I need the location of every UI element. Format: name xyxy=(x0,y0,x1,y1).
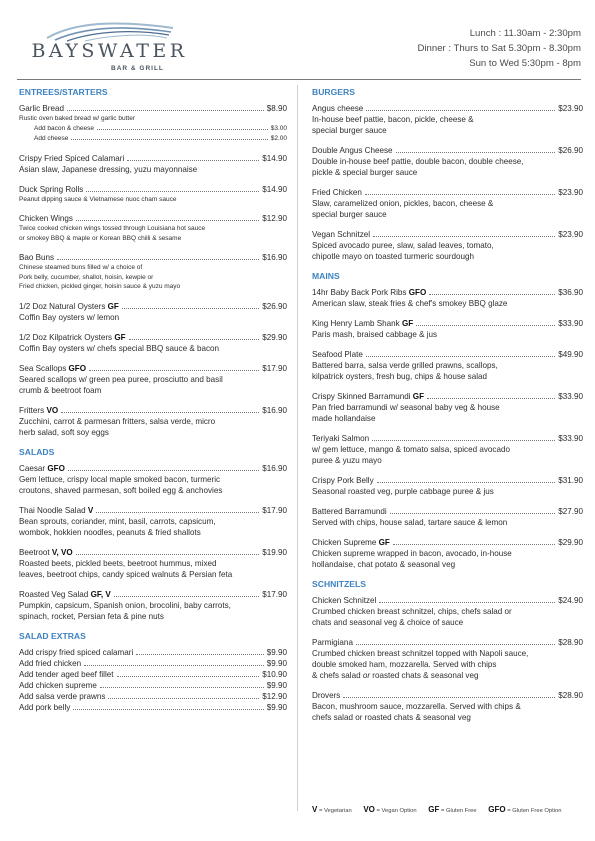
item-description: kilpatrick oysters, fresh bug, chips & house salad xyxy=(312,372,487,381)
leader-dots xyxy=(427,398,555,399)
section-title-entrees: ENTREES/STARTERS xyxy=(19,87,108,97)
item-name: 1/2 Doz Natural Oysters xyxy=(19,301,106,311)
leader-dots xyxy=(97,129,268,130)
leader-dots xyxy=(396,152,556,153)
menu-item-garlic-bread xyxy=(19,103,287,144)
item-description: Bean sprouts, coriander, mint, basil, carrots, capsicum, xyxy=(19,516,216,526)
item-description: chipotle mayo on toasted turmeric sourdough xyxy=(312,252,474,261)
leader-dots xyxy=(114,596,259,597)
item-price: $16.90 xyxy=(262,253,287,262)
menu-item-sea-scallops xyxy=(19,363,287,396)
item-description: leaves, beetroot chips, candy spiced walnuts & Persian feta xyxy=(19,569,233,579)
item-price: $19.90 xyxy=(262,547,287,557)
extra-name: Add crispy fried spiced calamari xyxy=(19,647,134,657)
leader-dots xyxy=(366,356,555,357)
item-description: Gem lettuce, crispy local maple smoked bacon, turmeric xyxy=(19,474,221,484)
item-name: Chicken Wings xyxy=(19,214,73,223)
item-description: w/ gem lettuce, mango & tomato salsa, spiced avocado xyxy=(312,445,510,454)
brand-logo xyxy=(27,18,192,74)
leader-dots xyxy=(377,482,556,483)
extra-price: $3.00 xyxy=(270,124,287,132)
item-description: special burger sauce xyxy=(312,210,387,219)
item-description: Asian slaw, Japanese dressing, yuzu mayonnaise xyxy=(19,164,198,174)
item-name: Duck Spring Rolls xyxy=(19,184,84,194)
item-name: Chicken Supreme xyxy=(312,538,377,547)
menu-item-fried-chicken-burger xyxy=(312,187,583,220)
legend-code: V xyxy=(312,805,318,814)
menu-item-angus-cheese xyxy=(312,103,583,136)
extra-price: $10.90 xyxy=(262,669,287,679)
legend-label: = Gluten Free Option xyxy=(507,808,562,814)
item-name: Teriyaki Salmon xyxy=(312,434,370,443)
item-description: special burger sauce xyxy=(312,126,387,135)
leader-dots xyxy=(372,440,555,441)
item-price: $14.90 xyxy=(262,153,287,163)
menu-item-chicken-wings xyxy=(19,213,287,243)
item-description: Seared scallops w/ green pea puree, prosciutto and basil xyxy=(19,374,223,384)
item-description: Roasted beets, pickled beets, beetroot hummus, mixed xyxy=(19,558,217,568)
item-price: $27.90 xyxy=(558,507,583,516)
item-description: Spiced avocado puree, slaw, salad leaves, tomato, xyxy=(312,241,494,250)
item-name: Vegan Schnitzel xyxy=(312,230,371,239)
item-name: Drovers xyxy=(312,691,341,700)
extra-name: Add pork belly xyxy=(19,702,71,712)
hours-lunch: Lunch : 11.30am - 2:30pm xyxy=(469,28,581,39)
item-price: $33.90 xyxy=(558,319,583,328)
right-column xyxy=(312,86,583,732)
item-name: Beetroot xyxy=(19,547,50,557)
hours-dinner-sun-wed: Sun to Wed 5:30pm - 8pm xyxy=(469,58,581,69)
legend-code: GFO xyxy=(488,805,506,814)
item-price: $24.90 xyxy=(558,596,583,605)
extra-price: $12.90 xyxy=(262,691,287,701)
item-description: Rustic oven baked bread w/ garlic butter xyxy=(19,115,135,122)
section-title-salads: SALADS xyxy=(19,446,55,457)
item-description: Fried chicken, pickled ginger, hoisin sauce & yuzu mayo xyxy=(19,283,181,290)
item-price: $16.90 xyxy=(262,463,287,473)
item-name: Crispy Skinned Barramundi xyxy=(312,392,411,401)
menu-item-thai-noodle-salad xyxy=(19,505,287,538)
item-price: $36.90 xyxy=(558,288,583,297)
item-description: American slaw, steak fries & chef's smokey BBQ glaze xyxy=(312,299,508,308)
item-name: Fritters xyxy=(19,405,45,415)
menu-item-duck-spring-rolls xyxy=(19,184,287,205)
item-description: Bacon, mushroom sauce, mozzarella. Served with chips & xyxy=(312,702,521,711)
dietary-tag: GFO xyxy=(408,288,427,297)
leader-dots xyxy=(122,308,259,309)
leader-dots xyxy=(366,110,555,111)
legend-label: = Vegetarian xyxy=(318,808,352,814)
extra-name: Add chicken supreme xyxy=(19,680,97,690)
section-title-schnitzels: SCHNITZELS xyxy=(312,579,366,589)
leader-dots xyxy=(127,160,259,161)
item-description: croutons, shaved parmesan, soft boiled egg & anchovies xyxy=(19,485,223,495)
column-divider xyxy=(297,85,298,811)
wave-logo-icon xyxy=(45,18,175,42)
dietary-tag: GF xyxy=(107,301,119,311)
salad-extra-item xyxy=(19,691,287,702)
salad-extra-item xyxy=(19,702,287,713)
menu-item-kilpatrick-oysters xyxy=(19,332,287,354)
item-price: $28.90 xyxy=(558,638,583,647)
legend-code: GF xyxy=(428,805,440,814)
leader-dots xyxy=(96,512,259,513)
menu-item-vegan-schnitzel xyxy=(312,229,583,262)
menu-item-drovers xyxy=(312,690,583,723)
extra-name: Add fried chicken xyxy=(19,658,82,668)
item-description: Twice cooked chicken wings tossed through Louisiana hot sauce xyxy=(19,225,206,232)
item-description: Served with chips, house salad, tartare sauce & lemon xyxy=(312,518,508,527)
item-description: chefs salad or roasted chats & seasonal veg xyxy=(312,713,471,722)
item-price: $14.90 xyxy=(262,184,287,194)
item-price: $33.90 xyxy=(558,434,583,443)
leader-dots xyxy=(393,544,555,545)
item-name: Sea Scallops xyxy=(19,363,67,373)
leader-dots xyxy=(67,110,264,111)
salad-extra-item xyxy=(19,680,287,691)
menu-item-lamb-shank xyxy=(312,318,583,340)
item-name: Garlic Bread xyxy=(19,104,64,113)
menu-item-battered-barramundi xyxy=(312,506,583,528)
leader-dots xyxy=(57,259,259,260)
dietary-legend xyxy=(312,805,562,814)
desc-part: & chefs salad xyxy=(312,671,361,680)
item-name: Thai Noodle Salad xyxy=(19,505,86,515)
legend-label: = Gluten Free xyxy=(441,808,477,814)
menu-item-parmigiana xyxy=(312,637,583,681)
item-description: or smokey BBQ & maple or Korean BBQ chilli & sesame xyxy=(19,234,182,242)
item-name: Angus cheese xyxy=(312,104,364,113)
extra-name: Add salsa verde prawns xyxy=(19,691,106,701)
extra-price: $9.90 xyxy=(266,647,287,657)
item-name: Double Angus Cheese xyxy=(312,146,393,155)
item-name: 14hr Baby Back Pork Ribs xyxy=(312,288,407,297)
leader-dots xyxy=(129,339,260,340)
extra-price: $9.90 xyxy=(266,658,287,668)
item-description: Slaw, caramelized onion, pickles, bacon, cheese & xyxy=(312,199,494,208)
leader-dots xyxy=(61,412,259,413)
menu-item-double-angus-cheese xyxy=(312,145,583,178)
desc-part: roasted chats & seasonal veg xyxy=(372,671,479,680)
dietary-tag: GF xyxy=(401,319,414,328)
extra-name: Add tender aged beef fillet xyxy=(19,669,114,679)
legend-label: = Vegan Option xyxy=(376,808,417,814)
item-price: $29.90 xyxy=(558,538,583,547)
item-description: Double in-house beef pattie, double bacon, double cheese, xyxy=(312,157,524,166)
item-name: Seafood Plate xyxy=(312,350,363,359)
leader-dots xyxy=(86,191,259,192)
item-name: 1/2 Doz Kilpatrick Oysters xyxy=(19,332,113,342)
item-description: Crumbed chicken breast schnitzel topped with Napoli sauce, xyxy=(312,649,529,658)
dietary-tag: GF, V xyxy=(90,589,111,599)
item-price: $8.90 xyxy=(266,104,287,113)
item-description: Paris mash, braised cabbage & jus xyxy=(312,330,438,339)
item-description: Coffin Bay oysters w/ chefs special BBQ sauce & bacon xyxy=(19,343,220,353)
item-description: Pan fried barramundi w/ seasonal baby veg & house xyxy=(312,403,500,412)
menu-item-calamari xyxy=(19,153,287,175)
menu-item-chicken-schnitzel xyxy=(312,595,583,628)
item-name: Parmigiana xyxy=(312,638,353,647)
item-description: Peanut dipping sauce & Vietnamese nuoc cham sauce xyxy=(19,195,177,203)
menu-item-pork-ribs xyxy=(312,287,583,309)
leader-dots xyxy=(343,697,555,698)
leader-dots xyxy=(100,687,264,688)
extra-price: $2.00 xyxy=(270,134,287,142)
menu-item-seafood-plate xyxy=(312,349,583,382)
dietary-tag: GFO xyxy=(68,363,87,373)
item-price: $23.90 xyxy=(558,104,583,113)
item-price: $12.90 xyxy=(262,214,287,223)
item-description: double smoked ham, mozzarella. Served with chips xyxy=(312,660,497,669)
extra-price: $9.90 xyxy=(266,680,287,690)
item-description: Pumpkin, capsicum, Spanish onion, brocolini, baby carrots, xyxy=(19,600,231,610)
salad-extra-item xyxy=(19,647,287,658)
leader-dots xyxy=(416,325,555,326)
menu-item-crispy-pork-belly xyxy=(312,475,583,497)
item-price: $26.90 xyxy=(262,301,287,311)
item-description: Seasonal roasted veg, purple cabbage puree & jus xyxy=(312,487,494,496)
item-description: spinach, rocket, Persian feta & pine nuts xyxy=(19,611,164,621)
menu-item-bao-buns xyxy=(19,252,287,292)
item-name: Caesar xyxy=(19,463,46,473)
leader-dots xyxy=(365,194,555,195)
brand-name: BAYSWATER xyxy=(31,40,188,62)
desc-part-italic: or xyxy=(362,671,371,680)
header-divider xyxy=(17,79,581,80)
extra-name: Add cheese xyxy=(34,134,69,142)
item-extra xyxy=(19,134,287,144)
item-price: $23.90 xyxy=(558,230,583,239)
menu-item-roasted-veg-salad xyxy=(19,589,287,622)
item-name: Bao Buns xyxy=(19,253,55,262)
item-description: puree & yuzu mayo xyxy=(312,456,382,465)
item-name: Crispy Pork Belly xyxy=(312,476,374,485)
opening-hours xyxy=(417,26,581,71)
item-name: Battered Barramundi xyxy=(312,507,387,516)
leader-dots xyxy=(108,698,259,699)
menu-item-natural-oysters xyxy=(19,301,287,323)
leader-dots xyxy=(390,513,556,514)
section-title-burgers: BURGERS xyxy=(312,87,355,97)
dietary-tag: V xyxy=(87,505,94,515)
leader-dots xyxy=(429,294,555,295)
extra-name: Add bacon & cheese xyxy=(34,124,94,132)
item-price: $17.90 xyxy=(262,589,287,599)
leader-dots xyxy=(73,709,263,710)
dietary-tag: GFO xyxy=(47,463,65,473)
leader-dots xyxy=(76,554,260,555)
menu-item-teriyaki-salmon xyxy=(312,433,583,466)
menu-item-caesar xyxy=(19,463,287,496)
item-description: made hollandaise xyxy=(312,414,376,423)
menu-item-fritters xyxy=(19,405,287,438)
item-description: Pork belly, cucumber, shallot, hoisin, kewpie or xyxy=(19,273,154,281)
leader-dots xyxy=(68,470,259,471)
item-name: Fried Chicken xyxy=(312,188,362,197)
leader-dots xyxy=(84,665,264,666)
item-description: Battered barra, salsa verde grilled prawns, scallops, xyxy=(312,361,498,370)
item-price: $26.90 xyxy=(558,146,583,155)
item-description: Crumbed chicken breast schnitzel, chips, chefs salad or xyxy=(312,607,512,616)
item-price: $23.90 xyxy=(558,188,583,197)
item-price: $29.90 xyxy=(262,332,287,342)
item-price: $16.90 xyxy=(262,405,287,415)
item-price: $49.90 xyxy=(558,350,583,359)
extra-price: $9.90 xyxy=(266,702,287,712)
item-description: Zucchini, carrot & parmesan fritters, salsa verde, micro xyxy=(19,416,216,426)
left-column xyxy=(19,86,287,713)
item-description: In-house beef pattie, bacon, pickle, cheese & xyxy=(312,115,474,124)
dietary-tag: V, VO xyxy=(51,547,73,557)
section-title-salad-extras: SALAD EXTRAS xyxy=(19,630,86,641)
menu-item-chicken-supreme xyxy=(312,537,583,570)
menu-item-crispy-barramundi xyxy=(312,391,583,424)
item-name: Crispy Fried Spiced Calamari xyxy=(19,153,125,163)
leader-dots xyxy=(373,236,555,237)
leader-dots xyxy=(136,654,263,655)
item-price: $17.90 xyxy=(262,505,287,515)
item-description xyxy=(312,670,583,681)
item-price: $17.90 xyxy=(262,363,287,373)
item-description: herb salad, soft soy eggs xyxy=(19,427,109,437)
item-description: crumb & beetroot foam xyxy=(19,385,102,395)
item-description: chats and seasonal veg & choice of sauce xyxy=(312,618,464,627)
leader-dots xyxy=(379,602,555,603)
leader-dots xyxy=(356,644,555,645)
brand-subtitle: BAR & GRILL xyxy=(111,65,164,72)
leader-dots xyxy=(89,370,259,371)
item-name: Chicken Schnitzel xyxy=(312,596,377,605)
salad-extra-item xyxy=(19,658,287,669)
salad-extras-list xyxy=(19,647,287,713)
dietary-tag: GF xyxy=(412,392,425,401)
item-description: hollandaise, chat potato & seasonal veg xyxy=(312,560,456,569)
salad-extra-item xyxy=(19,669,287,680)
menu-item-beetroot xyxy=(19,547,287,580)
leader-dots xyxy=(71,139,267,140)
item-extra xyxy=(19,124,287,134)
item-price: $33.90 xyxy=(558,392,583,401)
item-name: Roasted Veg Salad xyxy=(19,589,89,599)
item-description: pickle & special burger sauce xyxy=(312,168,418,177)
item-price: $31.90 xyxy=(558,476,583,485)
leader-dots xyxy=(117,676,260,677)
dietary-tag: GF xyxy=(114,332,126,342)
legend-code: VO xyxy=(363,805,375,814)
dietary-tag: VO xyxy=(46,405,59,415)
dietary-tag: GF xyxy=(378,538,390,547)
leader-dots xyxy=(76,220,259,221)
item-description: Chicken supreme wrapped in bacon, avocado, in-house xyxy=(312,549,512,558)
section-title-mains: MAINS xyxy=(312,271,340,281)
item-description: wombok, hokkien noodles, peanuts & fried shallots xyxy=(19,527,201,537)
item-price: $28.90 xyxy=(558,691,583,700)
hours-dinner-thu-sat: Dinner : Thurs to Sat 5.30pm - 8.30pm xyxy=(417,43,581,54)
item-description: Chinese steamed buns filled w/ a choice of xyxy=(19,264,143,271)
item-description: Coffin Bay oysters w/ lemon xyxy=(19,312,120,322)
item-name: King Henry Lamb Shank xyxy=(312,319,400,328)
